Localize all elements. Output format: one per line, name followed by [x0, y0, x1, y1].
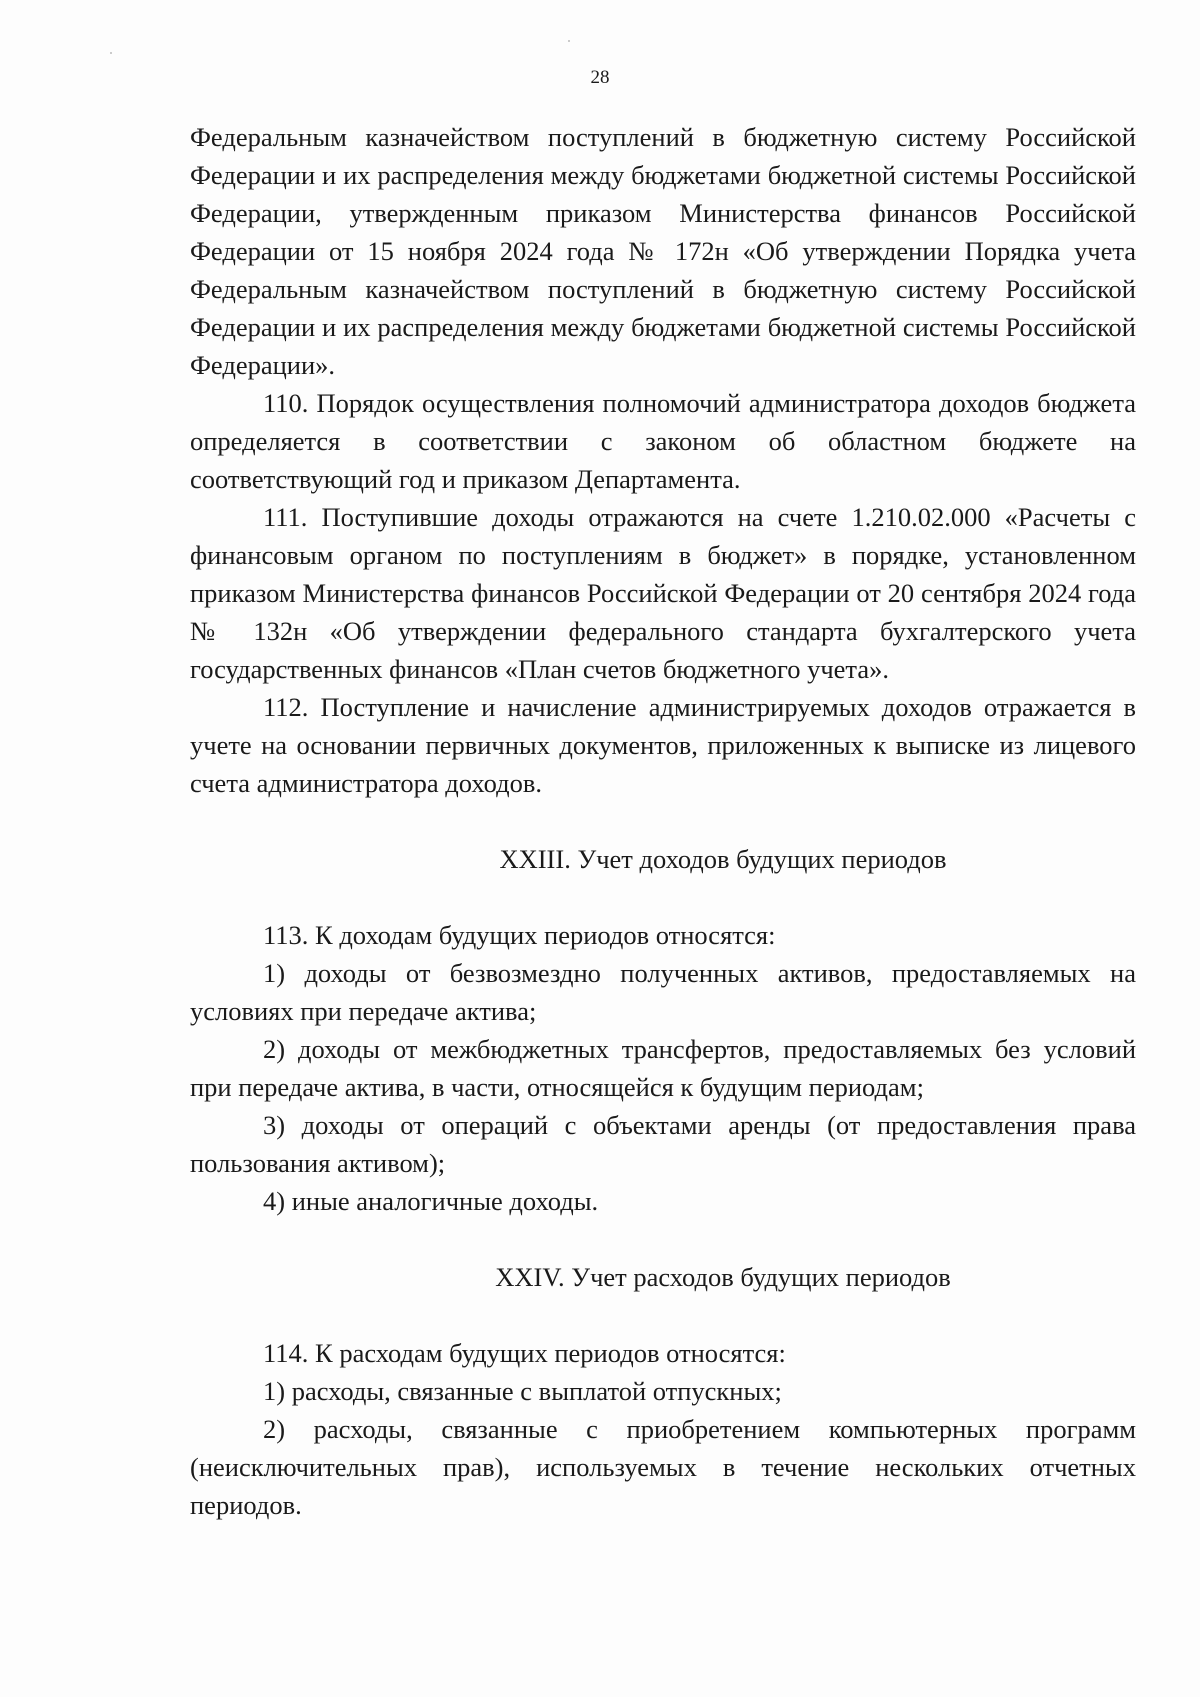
- spacer: [190, 802, 1136, 840]
- paragraph-111: 111. Поступившие доходы отражаются на счете 1.210.02.000 «Расчеты с финансовым органом по поступлениям в бюджет» в порядке, установленном приказом Министерства финансов Российской Федерации от 20 сентября 2024 года № 132н «Об утверждении федерального стандарта бухгалтерского учета государственных финансов «План счетов бюджетного учета».: [190, 502, 1136, 684]
- list-item: 3) доходы от операций с объектами аренды (от предоставления права пользования активом);: [190, 1110, 1136, 1178]
- list-item: 4) иные аналогичные доходы.: [263, 1186, 599, 1216]
- section-heading-24: XXIV. Учет расходов будущих периодов: [495, 1262, 951, 1292]
- spacer: [190, 1296, 1136, 1334]
- scan-speck: [110, 52, 112, 54]
- page-number: 28: [590, 67, 610, 88]
- list-item: 2) доходы от межбюджетных трансфертов, предоставляемых без условий при передаче актива, в части, относящейся к будущим периодам;: [190, 1034, 1136, 1102]
- spacer: [190, 1220, 1136, 1258]
- list-item: 1) доходы от безвозмездно полученных активов, предоставляемых на условиях при передаче актива;: [190, 958, 1136, 1026]
- paragraph-112: 112. Поступление и начисление администрируемых доходов отражается в учете на основании первичных документов, приложенных к выписке из лицевого счета администратора доходов.: [190, 692, 1136, 798]
- document-body: [190, 118, 1136, 1524]
- paragraph-110: 110. Порядок осуществления полномочий администратора доходов бюджета определяется в соответствии с законом об областном бюджете на соответствующий год и приказом Департамента.: [190, 388, 1136, 494]
- list-item: 2) расходы, связанные с приобретением компьютерных программ (неисключительных прав), используемых в течение нескольких отчетных периодов.: [190, 1414, 1136, 1520]
- continuation-paragraph: Федеральным казначейством поступлений в бюджетную систему Российской Федерации и их распределения между бюджетами бюджетной системы Российской Федерации, утвержденным приказом Министерства финансов Российской Федерации от 15 ноября 2024 года № 172н «Об утверждении Порядка учета Федеральным казначейством поступлений в бюджетную систему Российской Федерации и их распределения между бюджетами бюджетной системы Российской Федерации».: [190, 122, 1136, 380]
- paragraph-114: 114. К расходам будущих периодов относятся:: [263, 1338, 786, 1368]
- spacer: [190, 878, 1136, 916]
- list-item: 1) расходы, связанные с выплатой отпускных;: [263, 1376, 782, 1406]
- section-heading-23: XXIII. Учет доходов будущих периодов: [499, 844, 947, 874]
- scan-speck: [568, 40, 570, 42]
- paragraph-113: 113. К доходам будущих периодов относятся:: [263, 920, 776, 950]
